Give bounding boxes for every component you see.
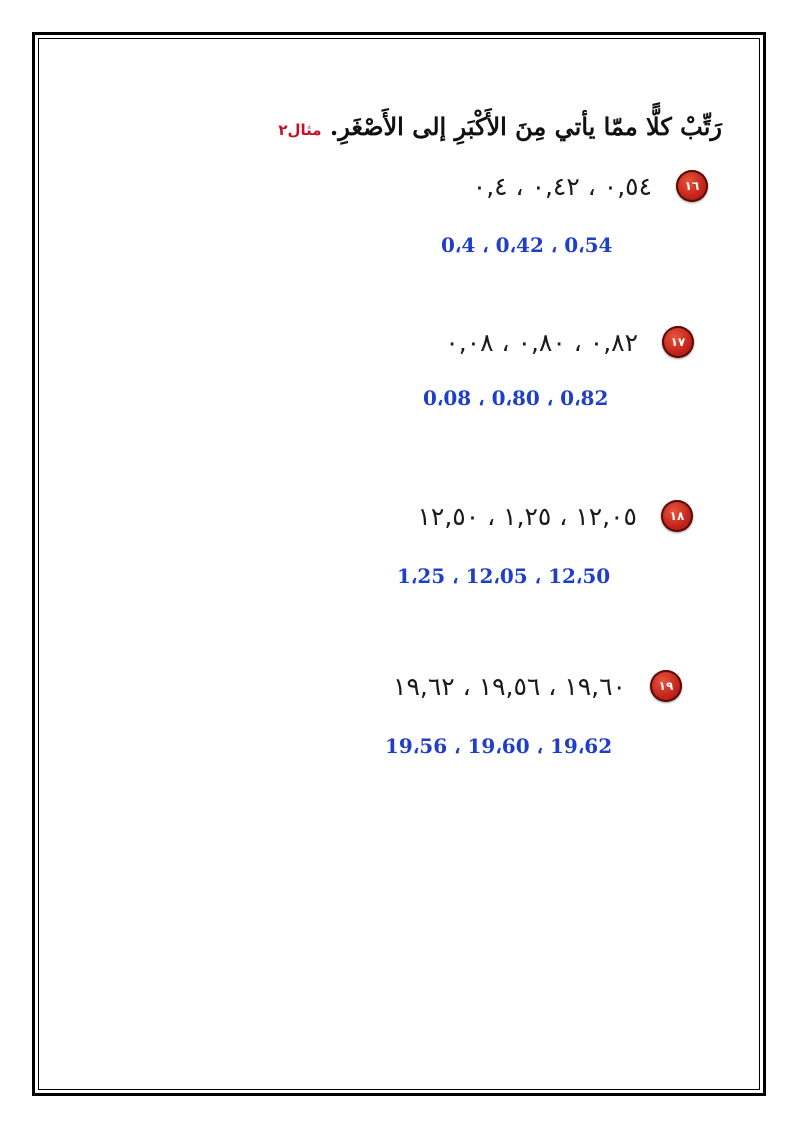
problem-19 (393, 670, 682, 702)
problem-values: ١٩,٦٠ ، ١٩,٥٦ ، ١٩,٦٢ (393, 671, 626, 701)
problem-values: ١٢,٠٥ ، ١,٢٥ ، ١٢,٥٠ (417, 501, 637, 531)
problem-number-badge: ١٦ (676, 170, 708, 202)
problem-number-badge: ١٧ (662, 326, 694, 358)
problem-number-badge: ١٩ (650, 670, 682, 702)
instruction-heading (270, 112, 722, 141)
example-reference: مثال٢ (278, 121, 322, 139)
problem-16 (473, 170, 708, 202)
answer-17: 0،08 ، 0،80 ، 0،82 (423, 386, 609, 410)
answer-19: 19،56 ، 19،60 ، 19،62 (385, 734, 613, 758)
answer-16: 0،4 ، 0،42 ، 0،54 (441, 233, 613, 257)
problem-number-badge: ١٨ (661, 500, 693, 532)
problem-17 (445, 326, 694, 358)
problem-18 (417, 500, 693, 532)
problem-values: ٠,٨٢ ، ٠,٨٠ ، ٠,٠٨ (445, 327, 638, 357)
instruction-text: رَتِّبْ كلًّا ممّا يأتي مِنَ الأَكْبَرِ إلى الأَصْغَرِ. (329, 112, 722, 141)
answer-18: 1،25 ، 12،05 ، 12،50 (397, 564, 611, 588)
problem-values: ٠,٥٤ ، ٠,٤٢ ، ٠,٤ (472, 171, 652, 201)
